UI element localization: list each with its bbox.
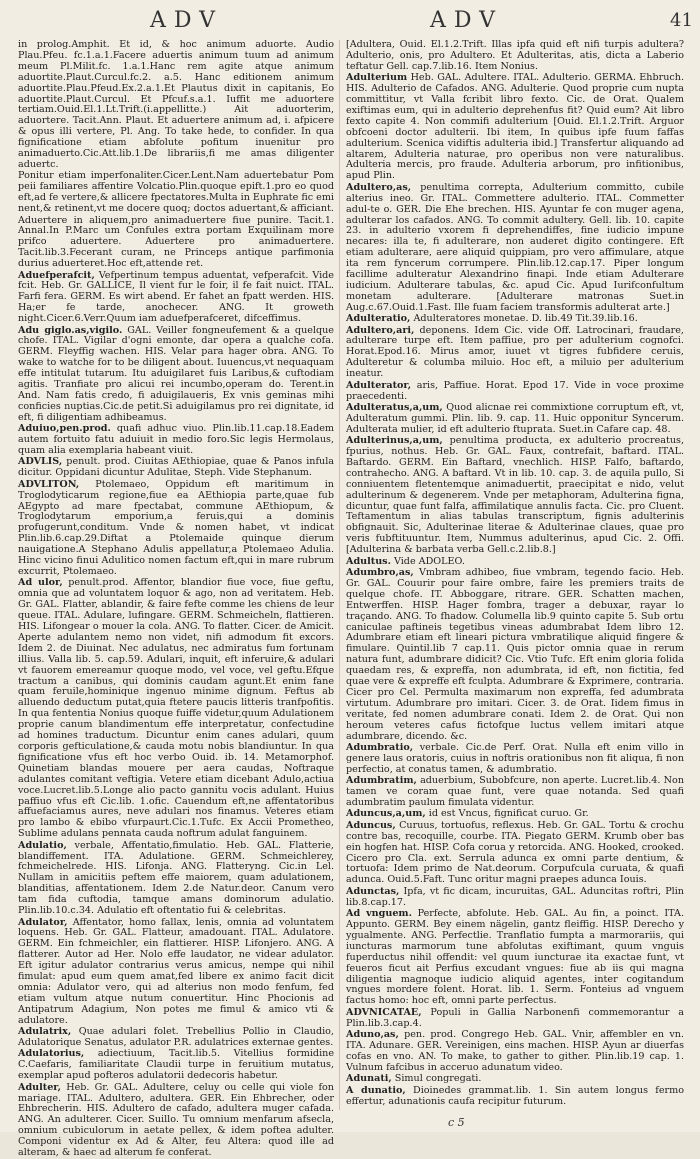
dictionary-entry [346,1074,684,1085]
dictionary-entry [346,1030,684,1074]
entry-text: [Adultera, Ouid. El.1.2.Trift. Illas ipfa quid eft nifi turpis adultera? Adulterio, onis, pro Adultero. Et Adulteritas, atis, dicta a Laberio teftatur Gell. cap.7.lib.16. Item Nonius. [346,39,684,72]
column-rule [339,40,340,1110]
dictionary-entry [346,887,684,909]
entry-headword: Adulterator, [346,379,412,391]
entry-headword: Aduno,as, [346,1029,399,1041]
entry-text: Vefpertinum tempus aduentat, vefperafcit. Vide fcit. Heb. Gr. GALLICE, Il vient fur le foir, il fe fait nuict. ITAL. Farfi fera. GERM. Es wirt abend. Er fahet an fpatt werden. HIS. Ha;er fe tarde, anochecer. ANG. It groweth night.Cicer.6.Verr.Quum iam aduefperafceret, difceffimus. [18,269,334,325]
entry-text: Vmbram adhibeo, fiue vmbram, tegendo facio. Heb. Gr. GAL. Couurir pour faire ombre, faire les premiers traits de quelque chofe. IT. Abboggare, ritrare. GER. Schatten machen, Entwerffen. HISP. Hager fombra, trager a debuxar, rayar lo traçando. ANG. To fhadow. Columella lib.9 quinto capite 5. Sub ortu caniculae paftineis tegetibus vineas adumbrabat Idem libro 12. Adumbrare etiam eft lineari pictura vmbratilique aliquid fingere & fimulare. Quintil.lib 7 cap.11. Quis pictor omnia quae in rerum natura funt, adumbrare didicit? Cic. Vtio Tufc. Eft enim gloria folida quaedam res, & expreffa, non adumbrata, id eft, non fictitia, fed quae vere & expreffe eft fculpta. Adumbrare & Exprimere, contraria. Cicer pro Cel. Permulta maximarum non expreffa, fed adumbrata virtutum. Adumbrare pro imitari. Cicer. 3. de Orat. Iidem fimus in veritate, fed nomen adumbrare conati. Idem 2. de Orat. Qui non heroum veteres cafus fictofque luctus vellem imitari atque adumbrare, dicendo. &c. [346,567,684,742]
entry-headword: Adunctas, [346,885,400,897]
entry-text: aduerbium, Subobfcure, non aperte. Lucret.lib.4. Non tamen ve coram quae funt, vere quae notanda. Sed quafi adumbratim paulum fimulata videntur. [346,775,684,809]
entry-text: pen. prod. Congrego Heb. GAL. Vnir, affembler en vn. ITA. Adunare. GER. Vereinigen, eins machen. HISP. Ayun ar diuerfas cofas en vno. AN. To make, to gather to gither. Plin.lib.19 cap. 1. Vulnum fafcibus in acceruo adunatum video. [346,1029,684,1073]
dictionary-entry [346,183,684,314]
entry-text: penult.prod. Affentor, blandior fiue voce, fiue geftu, omnia que ad voluntatem loquor & ago, non ad veritatem. Heb. Gr. GAL. Flatter, ablandir, & faire fefte comme les chiens de leur queue. ITAL. Adulare, lufingare. GERM. Schmeicheln, flattieren. HIS. Lifongear o mouer la cola. ANG. To flatter. Cicer. de Amicit. Aperte adulantem nemo non videt, nifi admodum fit excors. Idem 2. de Diuinat. Nec adulatus, nec admiratus fum fortunam illius. Valla lib. 5. cap.59. Adulari, inquit, eft inferuire,& adulari vt fauorem emereamur quoque modo, vel voce, vel geftu.Efque tractum a canibus, qui dominis caudam agunt.Et enim fane quam feruile,hominique ingenuo minime dignum. Feftus ab alluendo deductum putat,quia ftetere paucis litteris tranfpofitis. In qua fententia Nonius quoque fuiffe videtur,quum Adulationem proprie canum blandimentum effe interpretatur, confectudine ad homines traductum. Dicuntur enim canes adulari, quum corporis gefticulatione,& cauda motu nobis blandiuntur. In qua fignificatione vfus eft hoc verbo Ouid. ib. 14. Metamorphof. Quinetiam blandas mouere per aera caudas, Noftraque adulantes comitant veftigia. Vetere etiam dicebant Adulo,actiua voce.Lucret.lib.5.Longe alio pacto gannitu vocis adulant. Huius paffiuo vfus eft Cic.lib. 1.ofic. Cauendum eft,ne affentatoribus affuefaciamus aures, neve adulari nos finamus. Veteres etiam pro lambo & ebibo vfurpaurt.Cic.1.Tufc. Ex Accii Prometheo, Sublime adulans pennata cauda noftrum adulat fanguinem. [18,577,334,840]
dictionary-entry [18,40,334,171]
entry-text: Dioinedes grammat.lib. 1. Sin autem longus fermo effertur, adunationis caufa recipitur futurum. [346,1084,684,1107]
entry-text: Quod alicnae rei commixtione corruptum eft, vt, Adulteratum gummi. Plin. lib. 9. cap. 11. Huic opponitur Syncerum. Adulterata mulier, id eft adulterio ftuprata. Suet.in Cafare cap. 48. [346,401,684,435]
entry-text: deponens. Idem Cic. vide Off. Latrocinari, fraudare, adulterare turpe eft. Item paffiue, pro per adulterium cognofci. Horat.Epod.16. Mirus amor, iuuet vt tigres fubfidere ceruis, Adulteretur & columba miluio. Hoc eft, a miluio per adulterium ineatur. [346,324,684,380]
entry-headword: Adumbratio, [346,742,414,753]
entry-headword: Adulatorius, [18,1048,85,1060]
dictionary-entry [346,809,684,820]
entry-text: Quae adulari folet. Trebellius Pollio in Claudio, Adulatorique Senatus, adulator P.R. adulatrices externae gentes. [18,1026,334,1048]
entry-headword: Adulterinus,a,um, [346,435,443,447]
entry-text: adiectiuum, Tacit.lib.5. Vitellius formidine C.Caefaris, familiaritate Claudii turpe in feruitium mutatus, exemplar apud pofteros adulatorii dedecoris habetur. [18,1048,334,1082]
dictionary-entry [346,403,684,436]
entry-text: penultima producta, ex adulterio procreatus, fpurius, nothus. Heb. Gr. GAL. Faux, contrefait, baftard. ITAL. Baftardo. GERM. Ein Baftard, vnechlich. HISP. Falfo, baftardo, contrahecho. ANG. A baftard. Vt in lib. 10. cap. 3. de aquila pullo, Si conniuentem fletentemque animaduertit, praecipitat e nido, velut adulterinum & degenerem. Vnde per metaphoram, Adulterina figna, dicuntur, quae funt falfa, affimilatique annulis facta. Cic. pro Cluent. Teftamentum in alias tabulas transcriptum, fignis adulterinis obfignauit. Sic, Adulterinae literae & Adulterinae claues, quae pro veris fubftituuntur. Item, Nummus adulterinus, apud Cic. 2. Offi. [Adulterina & barbata verba Gell.c.2.lib.8.] [346,435,684,556]
dictionary-entry [346,436,684,556]
entry-headword: A dunatio, [346,1084,406,1096]
dictionary-entry [346,568,684,743]
running-header [0,8,700,38]
dictionary-entry [18,480,334,578]
entry-text: verbale, Affentatio,fimulatio. Heb. GAL. Flatterie, blandiffement. ITA. Adulatione. GERM. Schmeichlerey, fchmeichelrede. HIS. Lifonja. ANG. Flatteryng. Cic.in Lel. Nullam in amicitiis peftem effe maiorem, quam adulationem, blanditias, affentationem. Idem 2.de Natur.deor. Canum vero tam fida cuftodia, tamque amans dominorum adulatio. Plin.lib.10.c.34. Adulatio eft oftentatio fui & celebritas. [18,839,334,917]
dictionary-entry [346,743,684,776]
entry-text: id est Vncus, fignificat curuo. Gr. [428,808,589,820]
dictionary-entry [346,1008,684,1030]
entry-headword: Adultero,ari, [346,324,415,336]
entry-text: penultima correpta, Adulterium committo, cubile alterius ineo. Gr. ITAL. Commettere adulterio. ITAL. Commetter adul-te o. GER. Die Ehe brechen. HIS. Ayuntar fe con muger agena, adulterar los cafados. ANG. To commit adultery. Gell. lib. 10. capite 23. in adulterio vxorem fi deprehendiffes, fine iudicio impune necares: illa te, fi adulterare, non auderet digito contingere. Eft etiam adulterare, aere aliquid quippiam, pro vero affimulare, atque ita rem fyncerum corrumpere. Plin.lib.12.cap.17. Piper longum facillime adulteratur Alexandrino finapi. Inde etiam Adulterare iudicium. Adulterare tabulas, &c. apud Cic. Apud Iurifconfultum monetam adulterare. [Adulterare matronas Suet.in Aug.c.67.Ouid.1.Fast. Ille fuam faciem transformis adulterat arte.] [346,181,684,313]
entry-text: aris, Paffiue. Horat. Epod 17. Vide in voce proxime praecedenti. [346,379,684,402]
entry-headword: Adultus. [346,555,391,567]
entry-text: quafi adhuc viuo. Plin.lib.11.cap.18.Eadem autem fortuito fatu aduiuit in medio foro.Sic legis Hermolaus, quam alia exemplaria habeant viuit. [18,423,334,457]
dictionary-entry [346,776,684,809]
dictionary-entry [18,918,334,1027]
entry-headword: Aduefperafcit, [18,269,95,281]
signature-mark: c 5 [448,1116,465,1129]
header-left-guideword: ADV [150,8,224,33]
dictionary-entry [346,1086,684,1108]
entry-text: Adulteratores monetae. D. lib.49 Tit.39.lib.16. [413,313,638,325]
dictionary-entry [18,457,334,479]
entry-headword: Aduiuo,pen.prod. [18,423,111,435]
entry-headword: ADVNICATAE, [346,1006,422,1018]
dictionary-entry [18,424,334,457]
page-footer [0,1116,700,1130]
dictionary-entry [346,557,684,568]
entry-headword: Adunati, [346,1073,392,1085]
entry-text: Aduertere in aliquem,pro animaduertere fiue punire. Tacit.1. Annal.In P.Marc um Confules extra portam Exquilinam more prifco aduertere. Aduertere pro animaduertere. Tacit.lib.3.Fecerant curam, ne Princeps antique parfimonia durius aduerteret.Hoc eft,attende ret. [18,214,334,270]
entry-headword: Ad vnguem. [346,908,412,920]
entry-headword: Adulator, [18,916,68,928]
entry-headword: Ad ulor, [18,577,63,589]
dictionary-entry [346,909,684,1007]
header-right-guideword: ADV [430,8,504,33]
dictionary-entry [18,271,334,326]
dictionary-entry [346,326,684,381]
entry-text: Affentator, homo fallax, lenis, omnia ad voluntatem loquens. Heb. Gr. GAL. Flatteur, amadouant. ITAL. Adulatore. GERM. Ein fchmeichler, ein flattierer. HISP. Lifonjero. ANG. A flatterer. Autor ad Her. Nolo effe laudator, ne videar adulator. Eft igitur adulator contrarius verus amicus, nempe qui nihil fimulat: apud eum quem amat,fed libere ex animo facit dicit omnia: Adulator vero, qui ad alterius non modo fenfum, fed etiam vultum atque nutum conuertitur. Hinc Phocionis ad Antipatrum Adagium, Non potes me fimul & amico vti & adulatore. [18,916,334,1026]
entry-text: penult. prod. Ciuitas AEthiopiae, quae & Panos infula dicitur. Oppidani dicuntur Adulitae, Steph. Vide Stephanum. [18,456,334,479]
entry-text: Ponitur etiam imperfonaliter.Cicer.Lent.Nam aduertebatur Pom peii familiares affentire Volcatio.Plin.quoque epift.1.pro eo quod eft,ad fe vertere,& allicere fpectatores.Multa in Euphrate fic emi nent,& retinent,vt me docere quoq; doctos aduertant,& afficiant. [18,170,334,215]
entry-text: GAL. Veiller fongneufement & a quelque chofe. ITAL. Vigilar d'ogni emonte, dar opera a qualche cofa. GERM. Fleyffig wachen. HIS. Velar para hager obra. ANG. To wake to watche for to be diligent about. Iuuencus,vt nequaquam effe intitulat tutarum. Itu aduigilaret fuis Laribus,& cuftodiam agitis. Tranfiate pro alicui rei incumbo,operam do. Terent.in And. Nam fatis credo, fi aduigilaueris, Ex vnis geminas mihi conficies nuptias.Cic.de petit.Si aduigilamus pro rei dignitate, id eft, fi diligentiam adhibeamus. [18,324,334,423]
entry-text: Heb. Gr. GAL. Adultere, celuy ou celle qui viole fon mariage. ITAL. Adultero, adultera. GER. Ein Ehbrecher, oder Ehbrecherin. HIS. Adultero de cafado, adultera muger cafada. ANG. An adulterer. Cicer. Suillo. Tu omnium menfarum afsecla, omnium cubiculorum in aetate pellex, & idem poftea adulter. Componi videntur ex Ad & Alter, feu Altera: quod ille ad alteram, & haec ad alterum fe conferat. [18,1081,334,1159]
dictionary-entry [346,381,684,403]
dictionary-entry [18,326,334,424]
entry-headword: Adumbratim, [346,775,417,787]
dictionary-entry [346,40,684,73]
dictionary-entry [18,1049,334,1082]
entry-text: Populi in Gallia Narbonenfi commemorantur a Plin.lib.3.cap.4. [346,1006,684,1029]
left-column [18,39,334,1159]
entry-headword: Adultero,as, [346,181,412,193]
entry-headword: ADVLITON, [18,478,80,490]
dictionary-entry [18,1027,334,1049]
entry-text: Ipfa, vt fic dicam, incuruitas, GAL. Aduncitas roftri, Plin lib.8.cap.17. [346,885,684,908]
entry-headword: Adu giglo.as,vigilo. [18,324,123,336]
entry-text: Curuus, tortuofus, reflexus. Heb. Gr. GAL. Tortu & crochu contre bas, recoquille, courbe. ITA. Piegato GERM. Krumb ober bas ein hogfen hat. HISP. Cofa corua y retorcida. ANG. Hooked, crooked. Cicero pro Cla. ext. Serrula adunca ex omni parte dentium, & tortuofa: Idem primo de Nat.deorum. Corpufcula curuata, & quafi adunca. Ouid.5.Faft. Tunc oritur magni praepes adunca Iouis. [346,819,684,886]
right-column [346,40,684,1115]
dictionary-entry [346,73,684,182]
entry-text: in prolog.Amphit. Et id, & hoc animum aduorte. Audio Plau.Pfeu. fc.1.a.1.Facere aduertis animum tuum ad animum meum Pl.Milit.fc. 1.a.1.Hanc rem agite atque animum aduortite.Plaut.Curcul.fc.2. a.5. Hanc editionem animum aduortite.Plau.Pfeud.Ex.2.a.1.Et Plautus dixit in capitanis, Eo aduortite.Plaut.Curcul. Et Pfcuf.s.a.1. Iuffit me aduortere tertiam.Ouid.El.1.Lt.Trift.(i.appellitte.) Ait aduorterim, aduortere. Tacit.Ann. Plaut. Et aduertere animum ad, i. afpicere & opus illi vertere, Pl. Ang. To take hede, to confider. In qua fignificatione etiam abfolute pofitum inuenitur pro animaduerto.Cic.Att.lib.1.De librariis,fi me amas diligenter aduertc. [18,39,334,170]
dictionary-entry [18,841,334,917]
entry-text: verbale. Cic.de Perf. Orat. Nulla eft enim villo in genere laus oratoris, cuius in noftris orationibus non fit aliqua, fi non perfectio, at conatus tamen, & adumbratio. [346,742,684,775]
dictionary-entry [18,578,334,840]
entry-headword: ADVLIS, [18,456,63,468]
dictionary-entry [346,314,684,325]
entry-text: Perfecte, abfolute. Heb. GAL. Au fin, a poinct. ITA. Appunto. GERM. Bey einem nägelin, gantz fleiffig. HISP. Derecho y ygualmente. ANG. Perfectlie. Tranflatio fumpta a marmorariis, qui iuncturas marmorum tune abfolutas exiftimant, quum vnguis fuperductus nihil offendit: vel quum iuncturae ita exactae funt, vt feueros ficut ait Perfius excudant vngues: fiue ab iis qui magna diligentia magnoque iudicio aliquid agentes, inter cogitandum vngues mordere folent. Horat. lib. 1. Serm. Fonteius ad vnguem factus homo: hoc eft, omni parte perfectus. [346,908,684,1007]
page-number: 41 [670,10,693,31]
entry-text: Simul congregati. [394,1073,482,1085]
dictionary-entry [18,216,334,271]
entry-headword: Aduncus, [346,819,396,831]
entry-text: Ptolemaeo, Oppidum eft maritimum in Troglodyticarum regione,fiue ea AEthiopia parte,quae fub AEgypto ad mare fpectabat, commune AEthiopum, & Troglodytarum emporium,a feruis,qui a dominis profugerunt,conditum. Vnde & nomen habet, vt indicat Plin.lib.6.cap.29.Diftat a Ptolemaide quinque dierum nauigatione.A Stephano Adulis appellatur,a Ptolemaeo Adulia. Hinc vicino finui Adulitico nomen factum eft,qui in mare rubrum excurrit, Ptolemaeo. [18,478,334,577]
entry-text: Vide ADOLEO. [393,555,465,567]
entry-headword: Adulteratio, [346,313,411,325]
entry-headword: Adulatio, [18,839,67,851]
entry-headword: Aduncus,a,um, [346,808,426,820]
entry-text: Heb. GAL. Adultere. ITAL. Adulterio. GERMA. Ehbruch. HIS. Adulterio de Cafados. ANG. Adulterie. Quod proprie cum nupta committitur, vt Valla fcribit libro fexto. Cic. de Orat. Qualem exiftimas eum, qui in adulterio deprehenfus fit? Quid eum? Ait libro fexto capite 4. Non commifi adulterium [Ouid. El.1.2.Trift. Arguor obfcoeni doctor adulterii. Ibi item, In quibus ipfe fuum faffas adulterium. Scenica vidiftis adulteria ibid.] Transfertur aliquando ad altarem, Adulteria naturae, pro operibus non vere naturalibus. Adulteria mercis, pro fraude. Adulteria arborum, pro infitionibus, apud Plin. [346,72,684,182]
entry-headword: Adulteratus,a,um, [346,401,443,413]
dictionary-entry [346,821,684,886]
entry-headword: Adulterium [346,72,408,84]
entry-headword: Adulatrix, [18,1026,72,1038]
dictionary-entry [18,171,334,215]
entry-headword: Adumbro,as, [346,567,414,578]
entry-headword: Adulter, [18,1081,62,1093]
